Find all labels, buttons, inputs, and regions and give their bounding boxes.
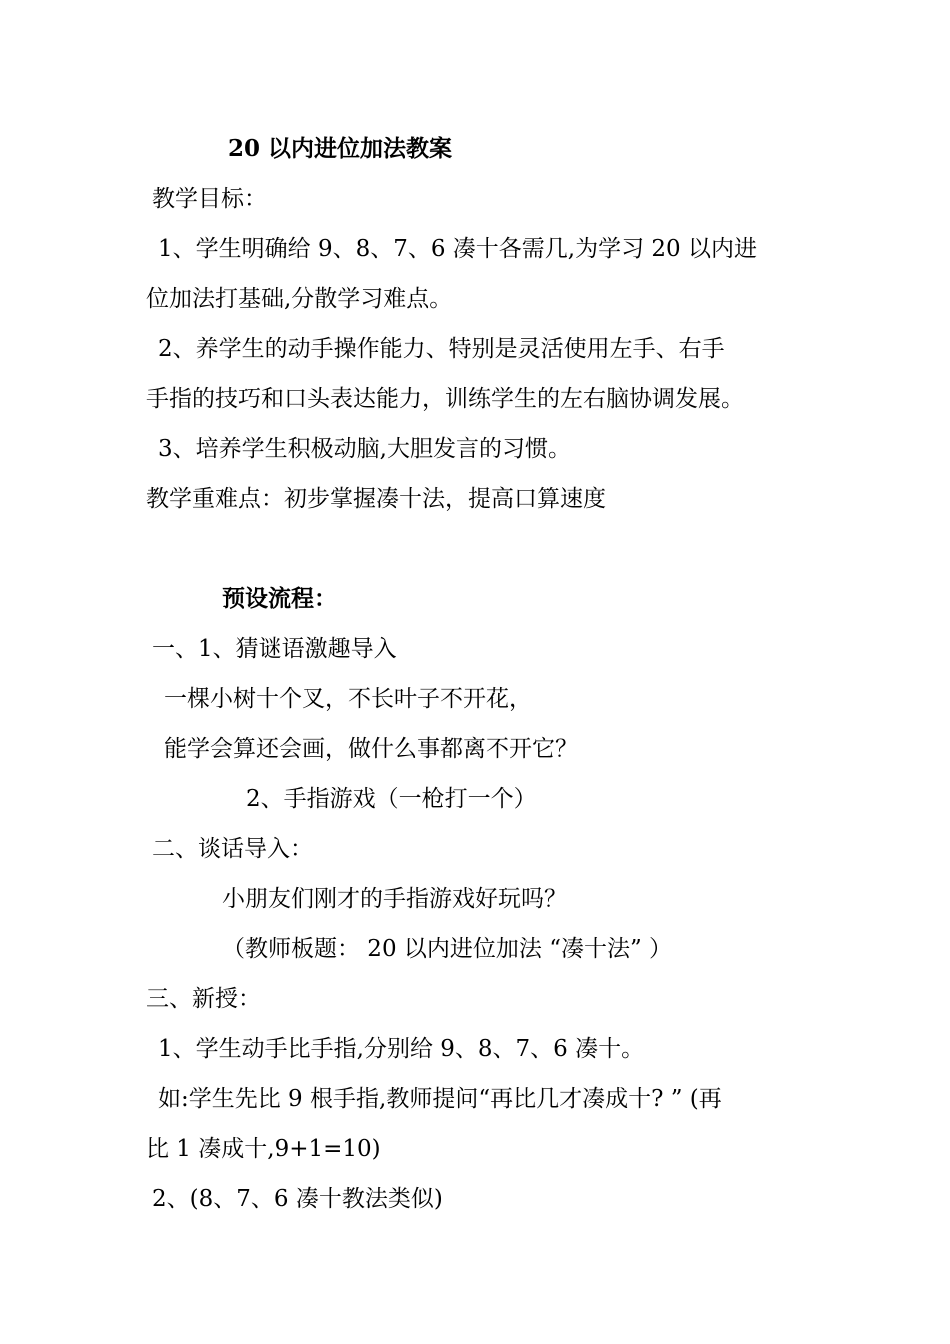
step-3-example-line-1: 如:学生先比 9 根手指,教师提问“再比几才凑成十? ” (再 (158, 1086, 722, 1112)
step-1-title: 一、1、猜谜语激趣导入 (152, 636, 397, 662)
objective-1-line-1: 1、学生明确给 9、8、7、6 凑十各需几,为学习 20 以内进 (158, 236, 757, 262)
key-points: 教学重难点：初步掌握凑十法，提高口算速度 (146, 486, 606, 512)
riddle-line-1: 一棵小树十个叉，不长叶子不开花， (164, 686, 532, 712)
objectives-heading: 教学目标： (152, 186, 267, 212)
step-3-title: 三、新授： (146, 986, 261, 1012)
document-title: 20 以内进位加法教案 (228, 135, 453, 162)
objective-2-line-1: 2、养学生的动手操作能力、特别是灵活使用左手、右手 (158, 336, 725, 362)
step-2-title: 二、谈话导入： (152, 836, 313, 862)
objective-2-line-2: 手指的技巧和口头表达能力，训练学生的左右脑协调发展。 (146, 386, 744, 412)
step-1-game: 2、手指游戏（一枪打一个） (246, 786, 537, 812)
step-3-item-2: 2、(8、7、6 凑十教法类似) (152, 1186, 443, 1212)
objective-1-line-2: 位加法打基础,分散学习难点。 (146, 286, 453, 312)
process-heading: 预设流程： (222, 585, 337, 612)
objective-3: 3、培养学生积极动脑,大胆发言的习惯。 (158, 436, 571, 462)
step-3-item-1: 1、学生动手比手指,分别给 9、8、7、6 凑十。 (158, 1036, 645, 1062)
riddle-line-2: 能学会算还会画，做什么事都离不开它？ (164, 736, 578, 762)
step-2-question: 小朋友们刚才的手指游戏好玩吗？ (222, 886, 567, 912)
step-3-example-line-2: 比 1 凑成十,9+1=10) (146, 1136, 381, 1162)
step-2-board: （教师板题： 20 以内进位加法 “凑十法” ） (222, 936, 673, 962)
